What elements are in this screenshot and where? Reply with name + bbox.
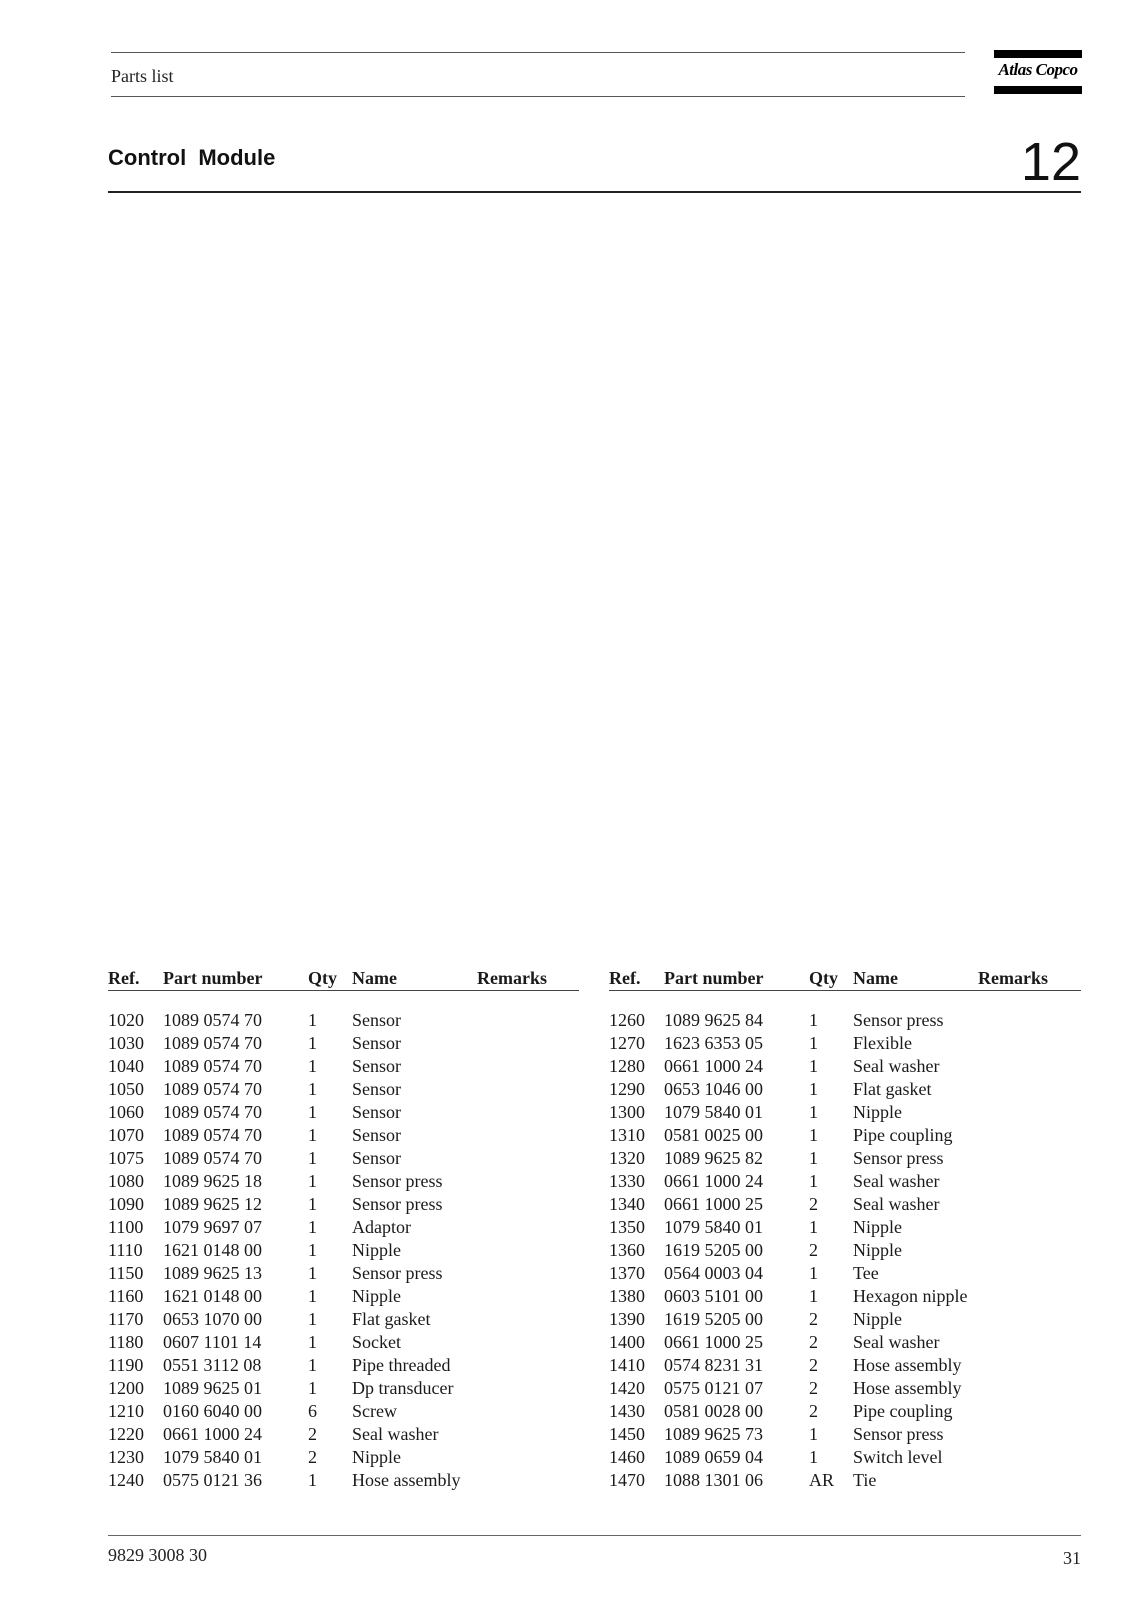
row-part-number: 1089 9625 01 [163, 1378, 262, 1398]
row-ref: 1270 [609, 1033, 645, 1053]
row-qty: 1 [308, 1263, 317, 1283]
row-ref: 1060 [108, 1102, 144, 1122]
header-name: Name [853, 968, 898, 988]
row-ref: 1380 [609, 1286, 645, 1306]
table-row [108, 1446, 579, 1469]
row-part-number: 0575 0121 07 [664, 1378, 763, 1398]
row-qty: 1 [308, 1194, 317, 1214]
row-ref: 1300 [609, 1102, 645, 1122]
row-qty: 1 [308, 1125, 317, 1145]
table-row [108, 1239, 579, 1262]
header-top-rule [111, 52, 965, 53]
header-name: Name [352, 968, 397, 988]
row-name: Sensor press [853, 1424, 944, 1444]
table-row [609, 1400, 1081, 1423]
row-ref: 1460 [609, 1447, 645, 1467]
row-ref: 1360 [609, 1240, 645, 1260]
row-ref: 1410 [609, 1355, 645, 1375]
row-ref: 1320 [609, 1148, 645, 1168]
row-part-number: 1619 5205 00 [664, 1240, 763, 1260]
row-qty: 2 [809, 1309, 818, 1329]
section-title: Control Module [108, 145, 276, 170]
row-part-number: 0575 0121 36 [163, 1470, 262, 1490]
row-ref: 1030 [108, 1033, 144, 1053]
row-qty: 1 [308, 1240, 317, 1260]
row-part-number: 0607 1101 14 [163, 1332, 262, 1352]
logo-bottom-bar [994, 86, 1082, 94]
row-ref: 1040 [108, 1056, 144, 1076]
row-ref: 1420 [609, 1378, 645, 1398]
table-row [609, 1262, 1081, 1285]
table-row [108, 1147, 579, 1170]
row-name: Hose assembly [352, 1470, 461, 1490]
row-name: Seal washer [853, 1056, 940, 1076]
row-part-number: 1089 0574 70 [163, 1056, 262, 1076]
table-row [108, 1216, 579, 1239]
row-ref: 1430 [609, 1401, 645, 1421]
atlas-copco-logo [994, 50, 1082, 94]
table-header [108, 962, 579, 991]
header-part-number: Part number [664, 968, 764, 988]
row-name: Nipple [853, 1102, 902, 1122]
row-qty: 1 [809, 1148, 818, 1168]
row-qty: 1 [809, 1286, 818, 1306]
row-name: Nipple [352, 1286, 401, 1306]
row-name: Sensor [352, 1010, 401, 1030]
row-ref: 1370 [609, 1263, 645, 1283]
row-name: Sensor press [352, 1171, 443, 1191]
table-row [609, 1308, 1081, 1331]
row-qty: 1 [809, 1010, 818, 1030]
row-ref: 1200 [108, 1378, 144, 1398]
row-name: Sensor [352, 1102, 401, 1122]
row-part-number: 0661 1000 24 [163, 1424, 262, 1444]
row-ref: 1080 [108, 1171, 144, 1191]
row-part-number: 0653 1070 00 [163, 1309, 262, 1329]
table-row [609, 1285, 1081, 1308]
row-ref: 1160 [108, 1286, 144, 1306]
row-qty: 1 [809, 1263, 818, 1283]
table-row [108, 1055, 579, 1078]
table-row [108, 1400, 579, 1423]
table-row [609, 1078, 1081, 1101]
table-row [609, 1032, 1081, 1055]
row-part-number: 0160 6040 00 [163, 1401, 262, 1421]
row-name: Adaptor [352, 1217, 411, 1237]
row-part-number: 0581 0025 00 [664, 1125, 763, 1145]
row-name: Hexagon nipple [853, 1286, 968, 1306]
table-row [108, 1009, 579, 1032]
row-qty: 1 [809, 1056, 818, 1076]
row-name: Flat gasket [853, 1079, 932, 1099]
row-part-number: 1079 9697 07 [163, 1217, 262, 1237]
table-row [609, 1331, 1081, 1354]
table-body [108, 991, 579, 1492]
header-ref: Ref. [609, 968, 641, 988]
row-ref: 1260 [609, 1010, 645, 1030]
table-row [609, 1469, 1081, 1492]
header-part-number: Part number [163, 968, 263, 988]
row-name: Sensor [352, 1056, 401, 1076]
row-ref: 1280 [609, 1056, 645, 1076]
row-name: Screw [352, 1401, 397, 1421]
row-part-number: 1079 5840 01 [664, 1217, 763, 1237]
row-ref: 1290 [609, 1079, 645, 1099]
table-row [609, 1216, 1081, 1239]
row-ref: 1310 [609, 1125, 645, 1145]
row-ref: 1240 [108, 1470, 144, 1490]
row-name: Sensor [352, 1079, 401, 1099]
row-part-number: 1079 5840 01 [664, 1102, 763, 1122]
row-part-number: 1089 0574 70 [163, 1102, 262, 1122]
row-part-number: 1089 0574 70 [163, 1079, 262, 1099]
section-number: 12 [1020, 132, 1081, 192]
table-row [108, 1262, 579, 1285]
row-part-number: 1089 9625 73 [664, 1424, 763, 1444]
row-ref: 1350 [609, 1217, 645, 1237]
table-row [108, 1308, 579, 1331]
table-row [108, 1285, 579, 1308]
page-number: 31 [1063, 1548, 1081, 1568]
row-ref: 1150 [108, 1263, 144, 1283]
table-row [609, 1170, 1081, 1193]
row-name: Pipe coupling [853, 1401, 953, 1421]
section-title-rule [108, 191, 1081, 193]
row-name: Sensor [352, 1125, 401, 1145]
row-qty: 2 [809, 1332, 818, 1352]
row-part-number: 0564 0003 04 [664, 1263, 763, 1283]
document-type-label: Parts list [111, 66, 174, 86]
row-qty: 1 [809, 1217, 818, 1237]
table-row [609, 1193, 1081, 1216]
row-qty: 1 [308, 1286, 317, 1306]
row-part-number: 1089 0574 70 [163, 1125, 262, 1145]
row-qty: 1 [308, 1010, 317, 1030]
row-ref: 1230 [108, 1447, 144, 1467]
row-qty: 1 [308, 1056, 317, 1076]
row-qty: 2 [809, 1240, 818, 1260]
row-name: Sensor press [853, 1148, 944, 1168]
row-part-number: 1089 9625 13 [163, 1263, 262, 1283]
table-header [609, 962, 1081, 991]
table-row [609, 1239, 1081, 1262]
row-ref: 1340 [609, 1194, 645, 1214]
footer-rule [108, 1535, 1081, 1536]
table-row [609, 1377, 1081, 1400]
row-qty: 1 [308, 1309, 317, 1329]
row-name: Socket [352, 1332, 401, 1352]
row-ref: 1090 [108, 1194, 144, 1214]
row-qty: 2 [809, 1194, 818, 1214]
row-qty: 2 [809, 1378, 818, 1398]
row-name: Nipple [853, 1309, 902, 1329]
row-name: Seal washer [853, 1171, 940, 1191]
row-part-number: 1089 0574 70 [163, 1033, 262, 1053]
table-row [609, 1009, 1081, 1032]
header-ref: Ref. [108, 968, 140, 988]
row-qty: 1 [308, 1148, 317, 1168]
row-name: Sensor press [352, 1194, 443, 1214]
table-row [108, 1032, 579, 1055]
row-part-number: 1089 9625 18 [163, 1171, 262, 1191]
row-name: Nipple [352, 1447, 401, 1467]
table-row [108, 1469, 579, 1492]
header-qty: Qty [308, 968, 337, 988]
row-name: Seal washer [853, 1194, 940, 1214]
row-ref: 1170 [108, 1309, 144, 1329]
table-row [108, 1170, 579, 1193]
row-qty: 2 [809, 1401, 818, 1421]
header-remarks: Remarks [978, 968, 1048, 988]
row-part-number: 1621 0148 00 [163, 1286, 262, 1306]
row-qty: 1 [308, 1470, 317, 1490]
row-part-number: 1619 5205 00 [664, 1309, 763, 1329]
row-part-number: 0661 1000 24 [664, 1056, 763, 1076]
row-qty: 2 [308, 1447, 317, 1467]
table-row [609, 1124, 1081, 1147]
table-row [609, 1354, 1081, 1377]
row-name: Seal washer [853, 1332, 940, 1352]
row-part-number: 1089 0574 70 [163, 1010, 262, 1030]
logo-wordmark: Atlas Copco [998, 60, 1078, 79]
row-qty: 1 [308, 1217, 317, 1237]
row-part-number: 1089 9625 12 [163, 1194, 262, 1214]
row-part-number: 1089 0574 70 [163, 1148, 262, 1168]
row-name: Pipe coupling [853, 1125, 953, 1145]
row-ref: 1020 [108, 1010, 144, 1030]
table-row [108, 1331, 579, 1354]
row-qty: 1 [809, 1447, 818, 1467]
row-part-number: 0653 1046 00 [664, 1079, 763, 1099]
table-row [108, 1124, 579, 1147]
row-qty: 6 [308, 1401, 317, 1421]
table-row [609, 1101, 1081, 1124]
row-ref: 1450 [609, 1424, 645, 1444]
row-qty: 1 [308, 1332, 317, 1352]
row-part-number: 1088 1301 06 [664, 1470, 763, 1490]
row-name: Hose assembly [853, 1355, 962, 1375]
table-row [108, 1101, 579, 1124]
parts-table-right [609, 962, 1081, 1492]
row-part-number: 1089 0659 04 [664, 1447, 763, 1467]
table-row [609, 1446, 1081, 1469]
row-part-number: 1089 9625 84 [664, 1010, 763, 1030]
row-name: Flexible [853, 1033, 912, 1053]
table-row [609, 1423, 1081, 1446]
header-qty: Qty [809, 968, 838, 988]
row-name: Sensor [352, 1033, 401, 1053]
row-name: Nipple [853, 1240, 902, 1260]
row-part-number: 1621 0148 00 [163, 1240, 262, 1260]
row-name: Flat gasket [352, 1309, 431, 1329]
row-ref: 1050 [108, 1079, 144, 1099]
row-name: Tie [853, 1470, 877, 1490]
row-part-number: 1089 9625 82 [664, 1148, 763, 1168]
row-ref: 1390 [609, 1309, 645, 1329]
document-number: 9829 3008 30 [108, 1545, 207, 1565]
row-name: Seal washer [352, 1424, 439, 1444]
row-ref: 1210 [108, 1401, 144, 1421]
row-qty: 1 [809, 1079, 818, 1099]
row-qty: 2 [308, 1424, 317, 1444]
row-name: Nipple [853, 1217, 902, 1237]
table-row [108, 1423, 579, 1446]
row-ref: 1400 [609, 1332, 645, 1352]
row-name: Dp transducer [352, 1378, 454, 1398]
row-ref: 1190 [108, 1355, 144, 1375]
row-part-number: 1079 5840 01 [163, 1447, 262, 1467]
row-ref: 1470 [609, 1470, 645, 1490]
table-row [609, 1055, 1081, 1078]
row-qty: 1 [308, 1378, 317, 1398]
row-part-number: 1623 6353 05 [664, 1033, 763, 1053]
row-ref: 1180 [108, 1332, 144, 1352]
row-part-number: 0581 0028 00 [664, 1401, 763, 1421]
row-part-number: 0551 3112 08 [163, 1355, 262, 1375]
logo-top-bar [994, 50, 1082, 58]
row-name: Sensor press [853, 1010, 944, 1030]
table-row [609, 1147, 1081, 1170]
row-qty: 2 [809, 1355, 818, 1375]
row-name: Switch level [853, 1447, 943, 1467]
row-name: Pipe threaded [352, 1355, 451, 1375]
row-ref: 1100 [108, 1217, 144, 1237]
row-qty: 1 [308, 1079, 317, 1099]
row-ref: 1070 [108, 1125, 144, 1145]
row-name: Sensor press [352, 1263, 443, 1283]
row-name: Tee [853, 1263, 879, 1283]
row-name: Hose assembly [853, 1378, 962, 1398]
row-qty: 1 [308, 1102, 317, 1122]
row-qty: 1 [809, 1033, 818, 1053]
row-part-number: 0661 1000 25 [664, 1194, 763, 1214]
table-row [108, 1377, 579, 1400]
row-part-number: 0661 1000 25 [664, 1332, 763, 1352]
row-part-number: 0603 5101 00 [664, 1286, 763, 1306]
table-body [609, 991, 1081, 1492]
row-part-number: 0661 1000 24 [664, 1171, 763, 1191]
row-qty: 1 [809, 1125, 818, 1145]
row-qty: 1 [308, 1033, 317, 1053]
header-bottom-rule [111, 96, 965, 97]
row-qty: 1 [308, 1171, 317, 1191]
row-qty: 1 [809, 1424, 818, 1444]
row-qty: AR [809, 1470, 835, 1490]
row-ref: 1220 [108, 1424, 144, 1444]
row-ref: 1110 [108, 1240, 143, 1260]
table-row [108, 1193, 579, 1216]
row-ref: 1075 [108, 1148, 144, 1168]
row-qty: 1 [308, 1355, 317, 1375]
table-row [108, 1354, 579, 1377]
header-remarks: Remarks [477, 968, 547, 988]
row-name: Sensor [352, 1148, 401, 1168]
table-row [108, 1078, 579, 1101]
row-name: Nipple [352, 1240, 401, 1260]
row-ref: 1330 [609, 1171, 645, 1191]
parts-table-left [108, 962, 579, 1492]
row-qty: 1 [809, 1171, 818, 1191]
row-qty: 1 [809, 1102, 818, 1122]
row-part-number: 0574 8231 31 [664, 1355, 763, 1375]
